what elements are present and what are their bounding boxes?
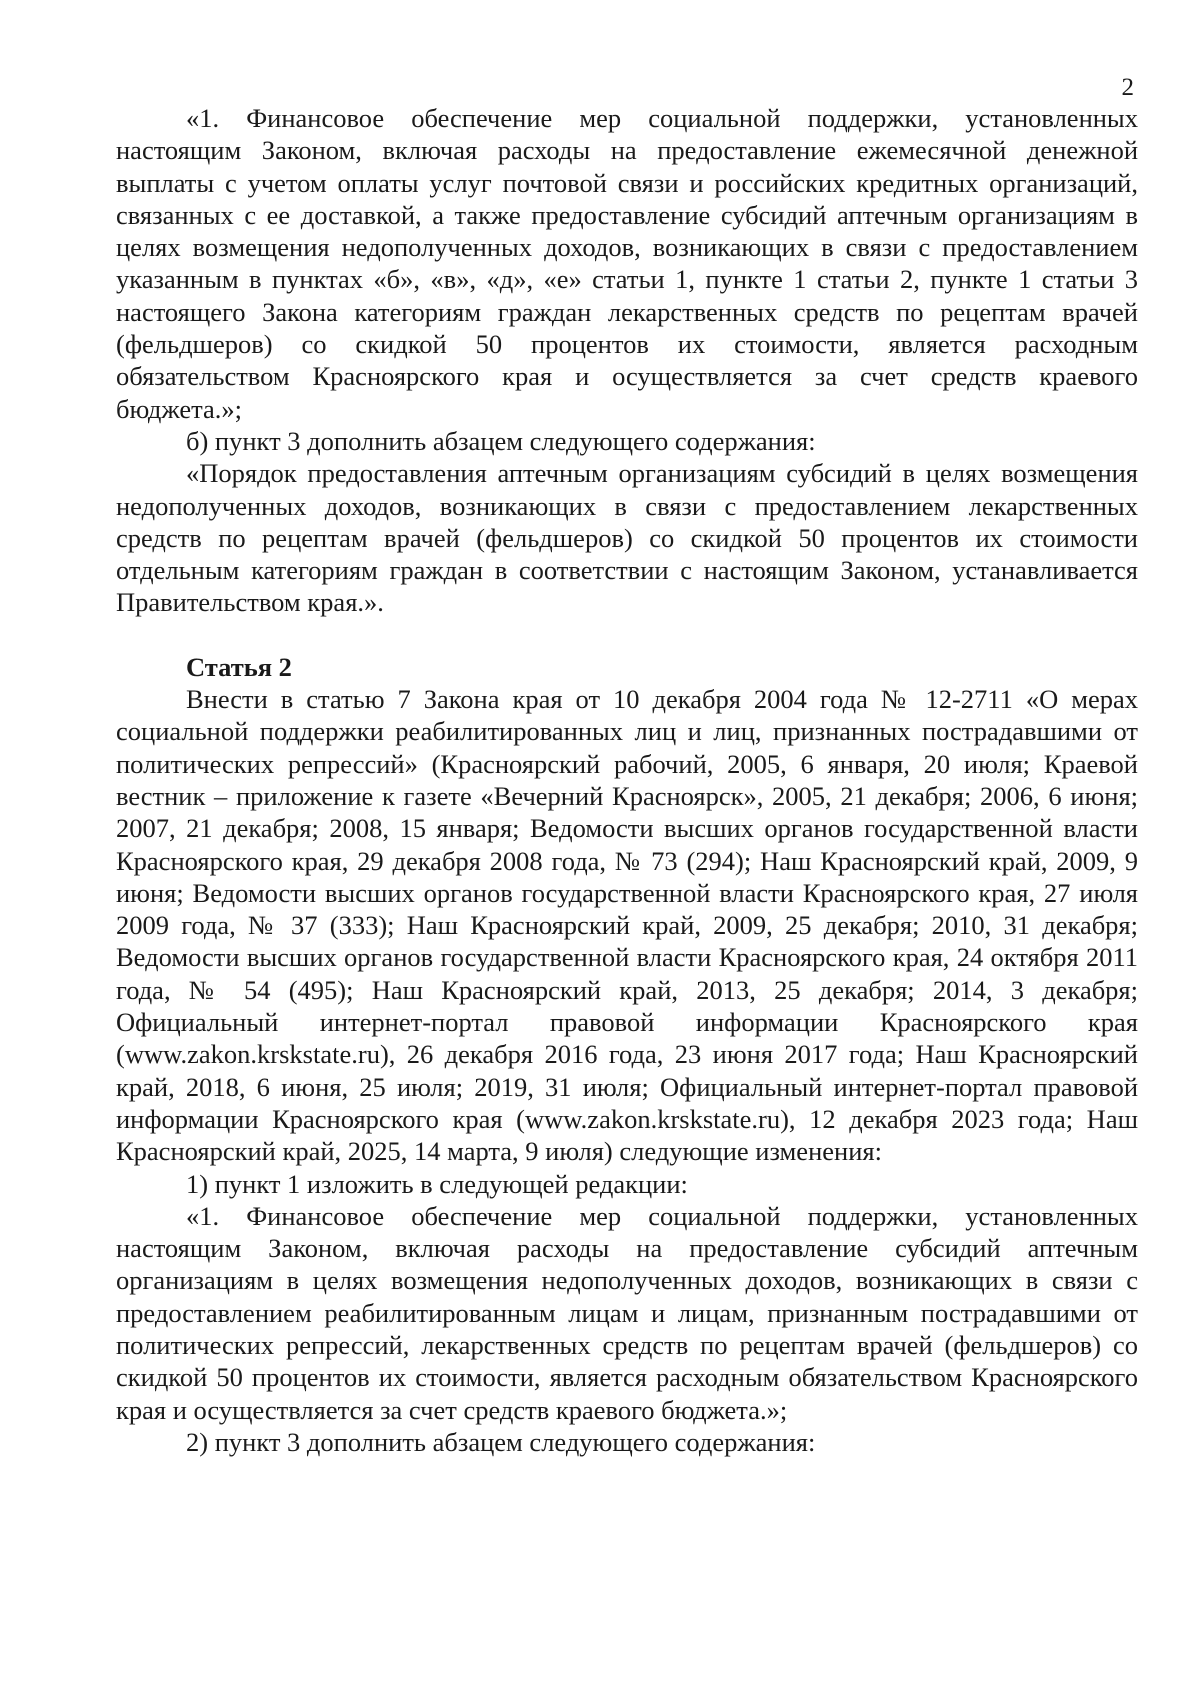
paragraph-item-1: 1) пункт 1 изложить в следующей редакции:	[186, 1168, 688, 1199]
paragraph-financing-clause-1: «1. Финансовое обеспечение мер социальной поддержки, установленных настоящим Законом, включая расходы на предоставление ежемесячной денежной выплаты с учетом оплаты услуг почтовой связи и российских кредитных организаций, связанных с ее доставкой, а также предоставление субсидий аптечным организациям в целях возмещения недополученных доходов, возникающих в связи с предоставлением указанным в пунктах «б», «в», «д», «е» статьи 1, пункте 1 статьи 2, пункте 1 статьи 3 настоящего Закона категориям граждан лекарственных средств по рецептам врачей (фельдшеров) со скидкой 50 процентов их стоимости, является расходным обязательством Красноярского края и осуществляется за счет средств краевого бюджета.»;	[116, 103, 1138, 424]
paragraph-procedure-clause: «Порядок предоставления аптечным организациям субсидий в целях возмещения недополученных доходов, возникающих в связи с предоставлением лекарственных средств по рецептам врачей (фельдшеров) со скидкой 50 процентов их стоимости отдельным категориям граждан в соответствии с настоящим Законом, устанавливается Правительством края.».	[116, 458, 1138, 618]
paragraph-item-2: 2) пункт 3 дополнить абзацем следующего содержания:	[186, 1426, 816, 1457]
document-body	[116, 102, 1138, 1458]
page-number: 2	[1121, 74, 1134, 101]
paragraph-financing-clause-2: «1. Финансовое обеспечение мер социальной поддержки, установленных настоящим Законом, включая расходы на предоставление субсидий аптечным организациям в целях возмещения недополученных доходов, возникающих в связи с предоставлением реабилитированным лицам и лицам, признанным пострадавшими от политических репрессий, лекарственных средств по рецептам врачей (фельдшеров) со скидкой 50 процентов их стоимости, является расходным обязательством Красноярского края и осуществляется за счет средств краевого бюджета.»;	[116, 1200, 1138, 1425]
article-heading: Статья 2	[186, 651, 292, 682]
paragraph-amendment-intro: Внести в статью 7 Закона края от 10 декабря 2004 года № 12-2711 «О мерах социальной поддержки реабилитированных лиц и лиц, признанных пострадавшими от политических репрессий» (Красноярский рабочий, 2005, 6 января, 20 июля; Краевой вестник – приложение к газете «Вечерний Красноярск», 2005, 21 декабря; 2006, 6 июня; 2007, 21 декабря; 2008, 15 января; Ведомости высших органов государственной власти Красноярского края, 29 декабря 2008 года, № 73 (294); Наш Красноярский край, 2009, 9 июня; Ведомости высших органов государственной власти Красноярского края, 27 июля 2009 года, № 37 (333); Наш Красноярский край, 2009, 25 декабря; 2010, 31 декабря; Ведомости высших органов государственной власти Красноярского края, 24 октября 2011 года, № 54 (495); Наш Красноярский край, 2013, 25 декабря; 2014, 3 декабря; Официальный интернет-портал правовой информации Красноярского края (www.zakon.krskstate.ru), 26 декабря 2016 года, 23 июня 2017 года; Наш Красноярский край, 2018, 6 июня, 25 июля; 2019, 31 июля; Официальный интернет-портал правовой информации Красноярского края (www.zakon.krskstate.ru), 12 декабря 2023 года; Наш Красноярский край, 2025, 14 марта, 9 июля) следующие изменения:	[116, 684, 1138, 1167]
paragraph-item-b: б) пункт 3 дополнить абзацем следующего содержания:	[186, 425, 816, 456]
